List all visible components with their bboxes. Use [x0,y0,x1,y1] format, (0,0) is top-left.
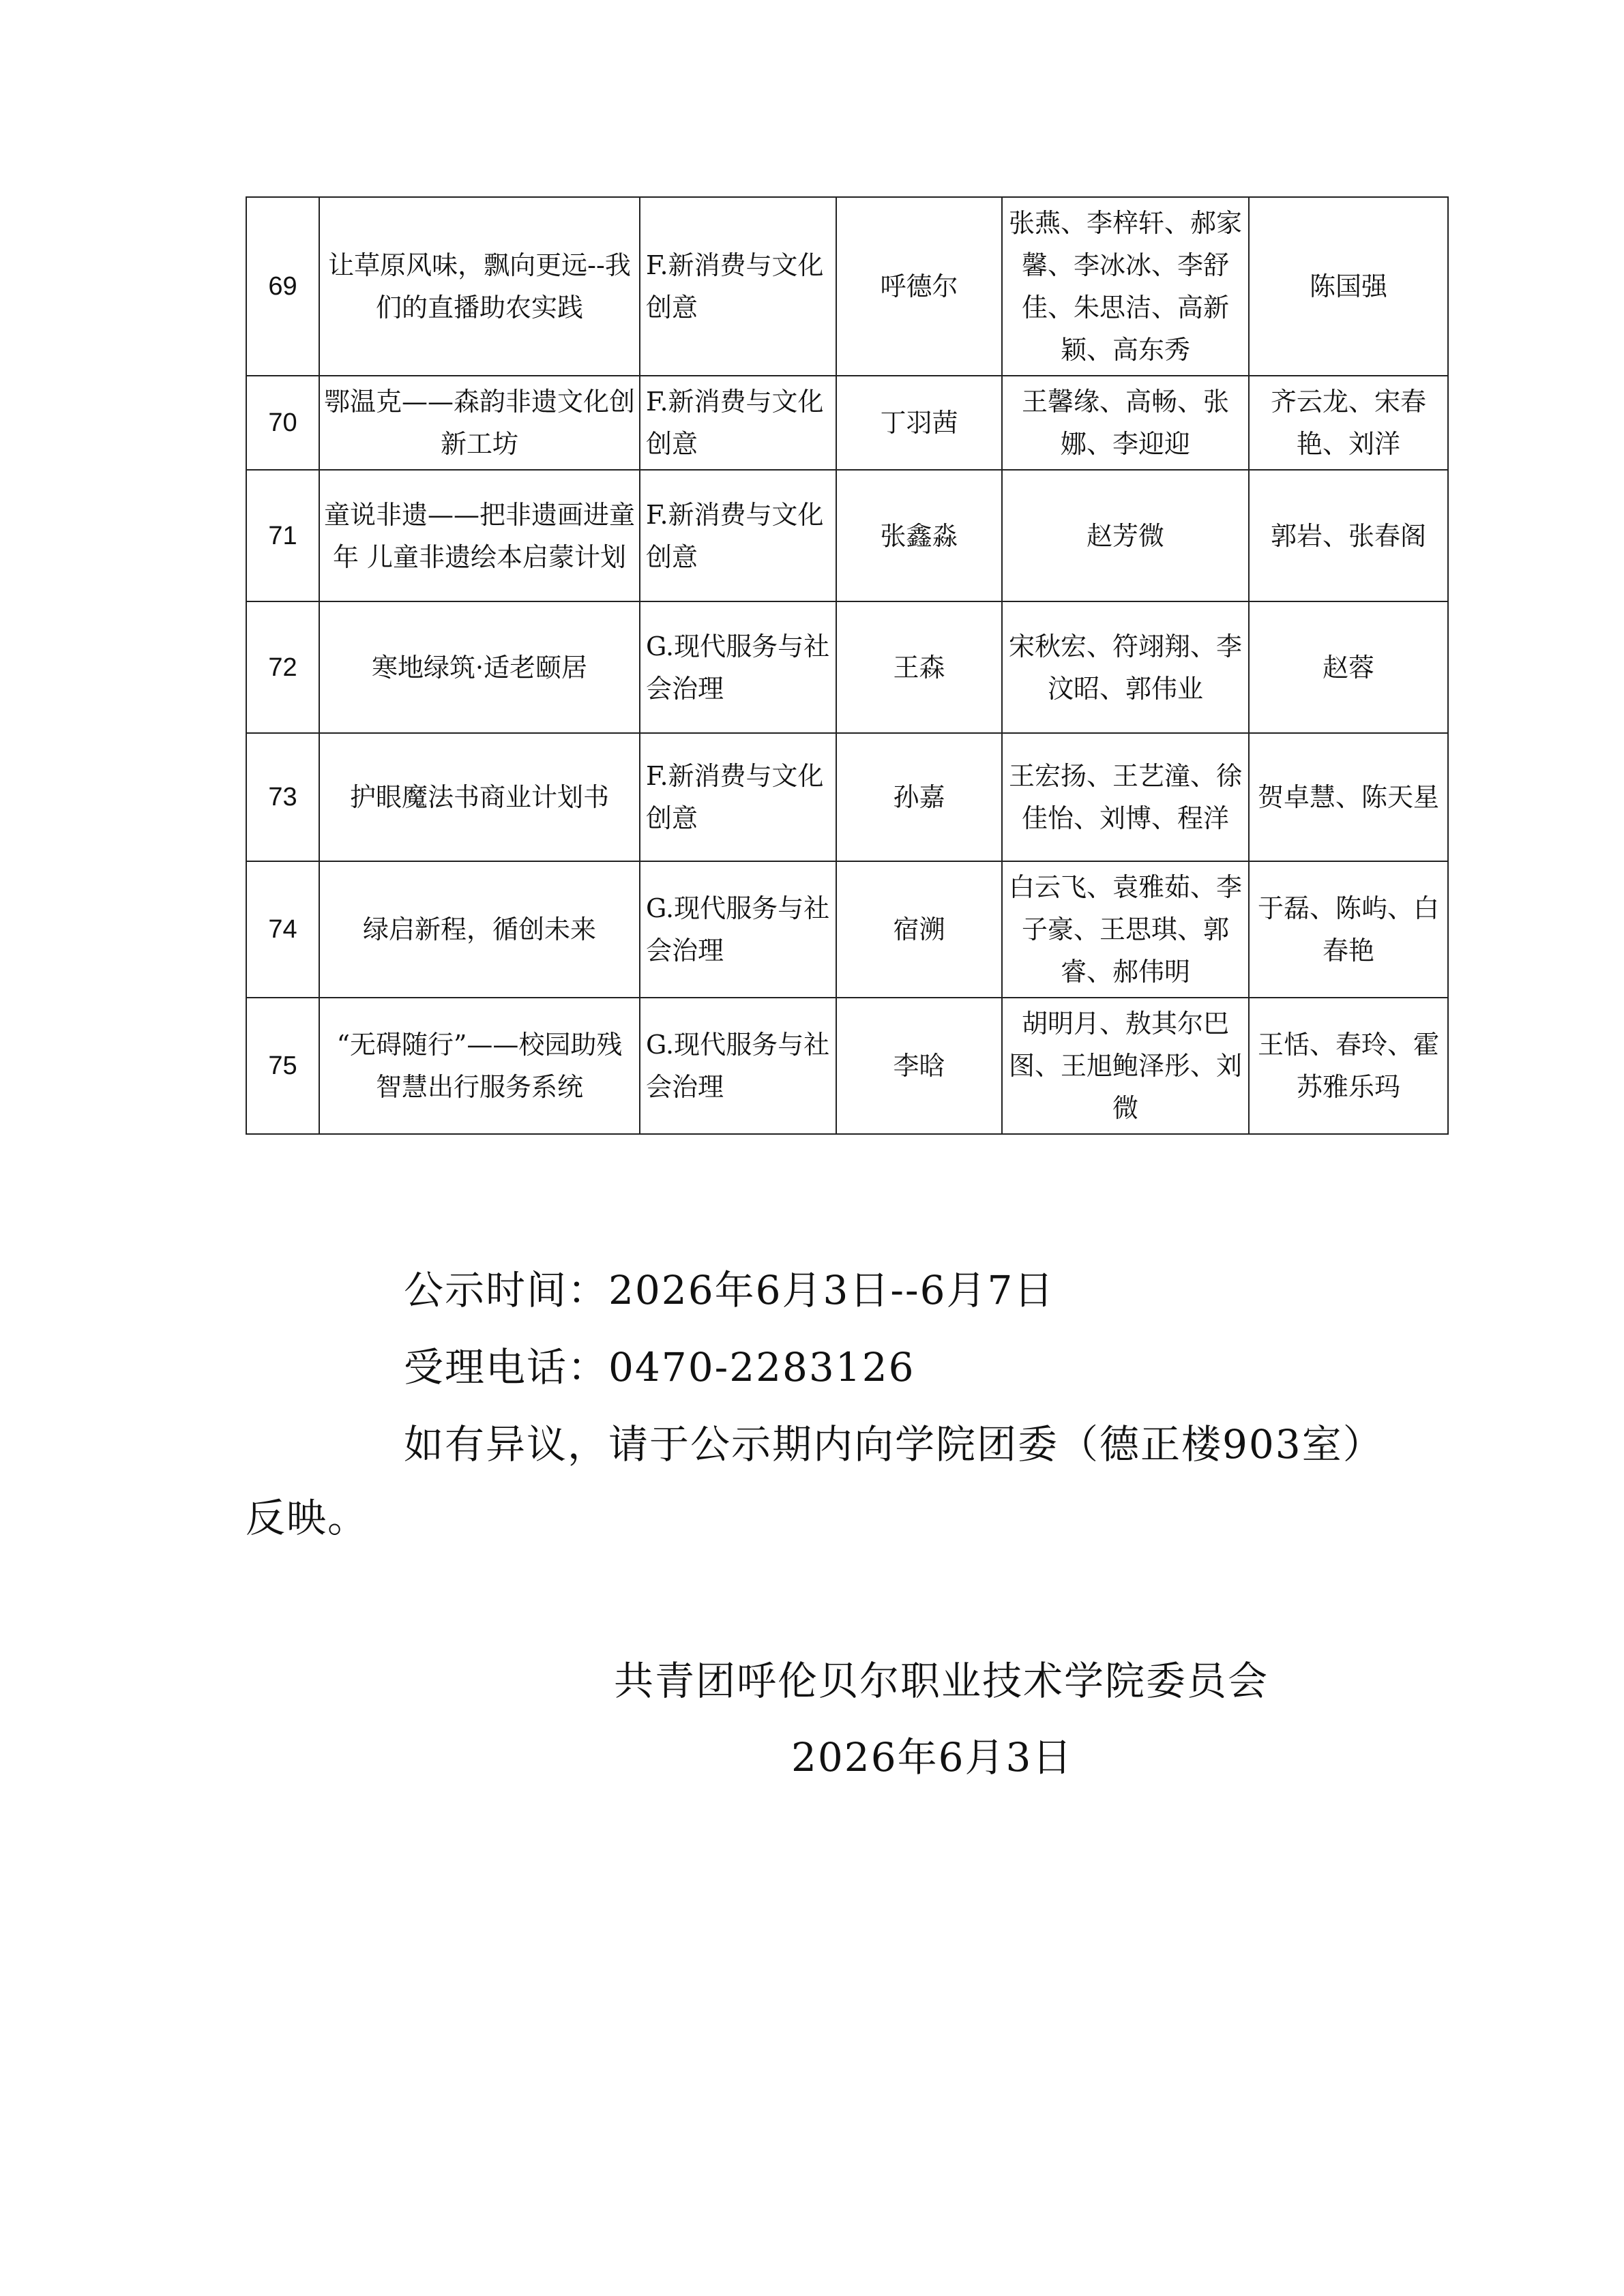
team-members: 王馨缘、高畅、张娜、李迎迎 [1002,376,1249,470]
project-name: 寒地绿筑·适老颐居 [319,601,640,733]
advisor: 赵蓉 [1249,601,1448,733]
row-number: 69 [246,197,319,376]
project-category: F.新消费与文化创意 [640,197,836,376]
advisor: 陈国强 [1249,197,1448,376]
table-row [246,197,1448,376]
project-name: 护眼魔法书商业计划书 [319,733,640,861]
team-members: 王宏扬、王艺潼、徐佳怡、刘博、程洋 [1002,733,1249,861]
row-number: 71 [246,470,319,601]
advisor: 郭岩、张春阁 [1249,470,1448,601]
project-name: “无碍随行”——校园助残智慧出行服务系统 [319,998,640,1134]
project-table [246,196,1449,1135]
table-row [246,376,1448,470]
project-leader: 孙嘉 [836,733,1002,861]
table-row [246,998,1448,1134]
notice-period: 公示时间：2026年6月3日--6月7日 [404,1267,1055,1313]
project-name: 鄂温克——森韵非遗文化创新工坊 [319,376,640,470]
project-category: F.新消费与文化创意 [640,470,836,601]
project-category: F.新消费与文化创意 [640,733,836,861]
row-number: 75 [246,998,319,1134]
table-row [246,470,1448,601]
row-number: 70 [246,376,319,470]
table-row [246,861,1448,998]
project-leader: 呼德尔 [836,197,1002,376]
project-category: G.现代服务与社会治理 [640,998,836,1134]
row-number: 72 [246,601,319,733]
project-name: 童说非遗——把非遗画进童年 儿童非遗绘本启蒙计划 [319,470,640,601]
project-leader: 张鑫淼 [836,470,1002,601]
project-leader: 丁羽茜 [836,376,1002,470]
project-leader: 宿溯 [836,861,1002,998]
project-leader: 李晗 [836,998,1002,1134]
row-number: 74 [246,861,319,998]
team-members: 赵芳微 [1002,470,1249,601]
project-name: 让草原风味，飘向更远--我们的直播助农实践 [319,197,640,376]
row-number: 73 [246,733,319,861]
signature-organization: 共青团呼伦贝尔职业技术学院委员会 [614,1658,1269,1704]
team-members: 胡明月、敖其尔巴图、王旭鲍泽彤、刘微 [1002,998,1249,1134]
notice-phone: 受理电话：0470-2283126 [404,1344,915,1390]
project-name: 绿启新程，循创未来 [319,861,640,998]
advisor: 王恬、春玲、霍苏雅乐玛 [1249,998,1448,1134]
notice-objection: 如有异议，请于公示期内向学院团委（德正楼903室）反映。 [246,1421,1364,1541]
signature-date: 2026年6月3日 [791,1734,1074,1780]
advisor: 于磊、陈屿、白春艳 [1249,861,1448,998]
project-category: G.现代服务与社会治理 [640,601,836,733]
project-category: F.新消费与文化创意 [640,376,836,470]
table-row [246,601,1448,733]
team-members: 张燕、李梓轩、郝家馨、李冰冰、李舒佳、朱思洁、高新颖、高东秀 [1002,197,1249,376]
project-leader: 王森 [836,601,1002,733]
team-members: 宋秋宏、符翊翔、李汶昭、郭伟业 [1002,601,1249,733]
advisor: 齐云龙、宋春艳、刘洋 [1249,376,1448,470]
advisor: 贺卓慧、陈天星 [1249,733,1448,861]
team-members: 白云飞、袁雅茹、李子豪、王思琪、郭睿、郝伟明 [1002,861,1249,998]
table-row [246,733,1448,861]
project-category: G.现代服务与社会治理 [640,861,836,998]
